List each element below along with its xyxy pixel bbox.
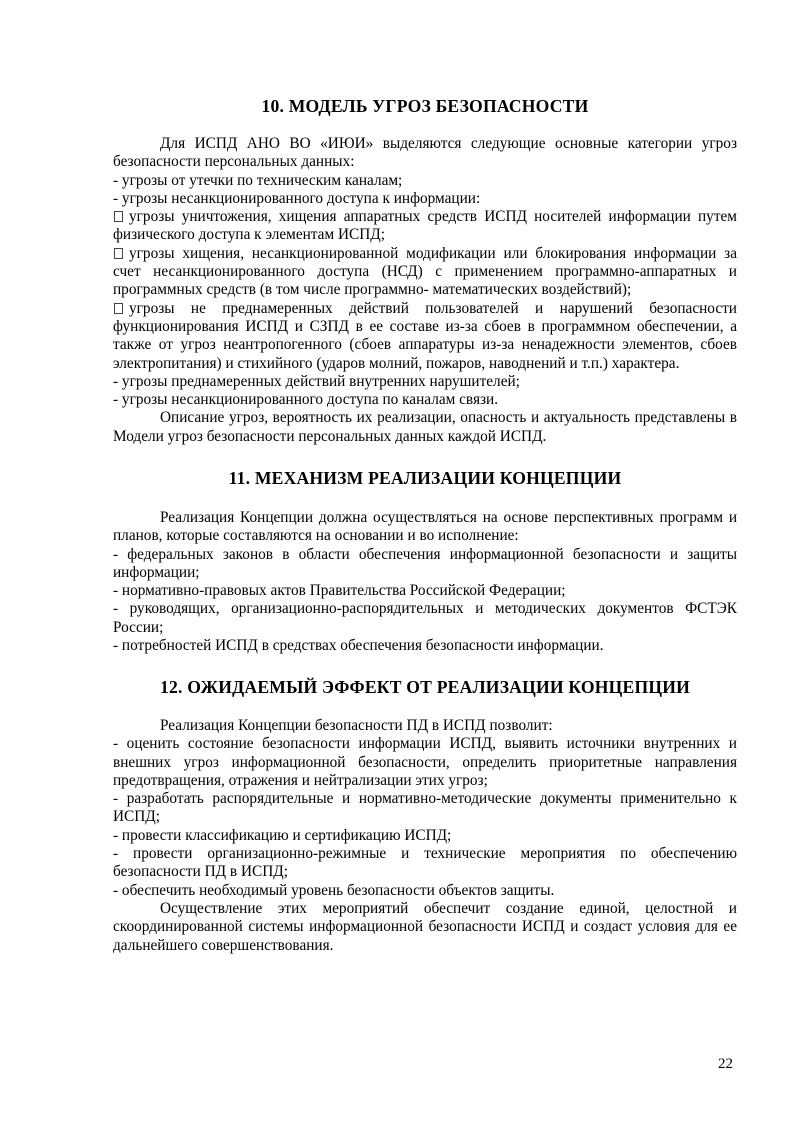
list-item: - угрозы от утечки по техническим каналам; <box>113 171 403 189</box>
missing-glyph-bullet-icon <box>114 211 123 222</box>
list-item: - нормативно-правовых актов Правительства Российской Федерации; <box>113 582 566 600</box>
section-heading-10: 10. МОДЕЛЬ УГРОЗ БЕЗОПАСНОСТИ <box>261 96 589 116</box>
bullet-item <box>113 208 737 245</box>
list-item: - потребностей ИСПД в средствах обеспечения безопасности информации. <box>113 637 604 655</box>
paragraph: Осуществление этих мероприятий обеспечит создание единой, целостной и скоординированной системы информационной безопасности ИСПД и создаст условия для ее дальнейшего совершенствования. <box>113 899 737 954</box>
section-body-11 <box>113 509 737 655</box>
missing-glyph-bullet-icon <box>114 303 123 314</box>
list-item: - оценить состояние безопасности информации ИСПД, выявить источники внутренних и внешних угроз информационной безопасности, определить приоритетные направления предотвращения, отражения и нейтрализации этих угроз; <box>113 735 737 789</box>
list-item: - угрозы несанкционированного доступа к информации: <box>113 189 481 207</box>
list-item: - обеспечить необходимый уровень безопасности объектов защиты. <box>113 881 555 899</box>
list-item: - руководящих, организационно-распорядительных и методических документов ФСТЭК России; <box>113 600 737 636</box>
bullet-text: угрозы уничтожения, хищения аппаратных средств ИСПД носителей информации путем физического доступа к элементам ИСПД; <box>113 208 737 244</box>
section-body-10 <box>113 135 737 446</box>
bullet-item <box>113 300 737 373</box>
section-heading-11: 11. МЕХАНИЗМ РЕАЛИЗАЦИИ КОНЦЕПЦИИ <box>228 468 622 488</box>
list-item: - угрозы преднамеренных действий внутренних нарушителей; <box>113 372 520 390</box>
list-item: - провести организационно-режимные и технические мероприятия по обеспечению безопасности ПД в ИСПД; <box>113 845 737 881</box>
list-item: - разработать распорядительные и нормативно-методические документы применительно к ИСПД; <box>113 790 737 826</box>
list-item: - угрозы несанкционированного доступа по каналам связи. <box>113 391 499 409</box>
page-number: 22 <box>718 1056 733 1072</box>
bullet-text: угрозы не преднамеренных действий пользователей и нарушений безопасности функционирования ИСПД и СЗПД в ее составе из-за сбоев в программном обеспечении, а также от угроз неантропогенного (сбоев аппаратуры из-за ненадежности элементов, сбоев электропитания) и стихийного (ударов молний, пожаров, наводнений и т.п.) характера. <box>113 299 737 372</box>
paragraph: Описание угроз, вероятность их реализации, опасность и актуальность представлены в Модели угроз безопасности персональных данных каждой ИСПД. <box>113 409 737 445</box>
paragraph: Реализация Концепции безопасности ПД в ИСПД позволит: <box>160 717 553 734</box>
list-item: - федеральных законов в области обеспечения информационной безопасности и защиты информации; <box>113 545 737 581</box>
bullet-item <box>113 245 737 300</box>
section-body-12 <box>113 717 737 955</box>
paragraph: Реализация Концепции должна осуществляться на основе перспективных программ и планов, которые составляются на основании и во исполнение: <box>113 509 737 545</box>
section-heading-12: 12. ОЖИДАЕМЫЙ ЭФФЕКТ ОТ РЕАЛИЗАЦИИ КОНЦЕПЦИИ <box>160 677 690 697</box>
bullet-text: угрозы хищения, несанкционированной модификации или блокирования информации за счет несанкционированного доступа (НСД) с применением программно-аппаратных и программных средств (в том числе программно- математических воздействий); <box>113 244 737 299</box>
list-item: - провести классификацию и сертификацию ИСПД; <box>113 826 452 844</box>
missing-glyph-bullet-icon <box>114 248 123 259</box>
paragraph: Для ИСПД АНО ВО «ИЮИ» выделяются следующие основные категории угроз безопасности персональных данных: <box>113 135 737 171</box>
